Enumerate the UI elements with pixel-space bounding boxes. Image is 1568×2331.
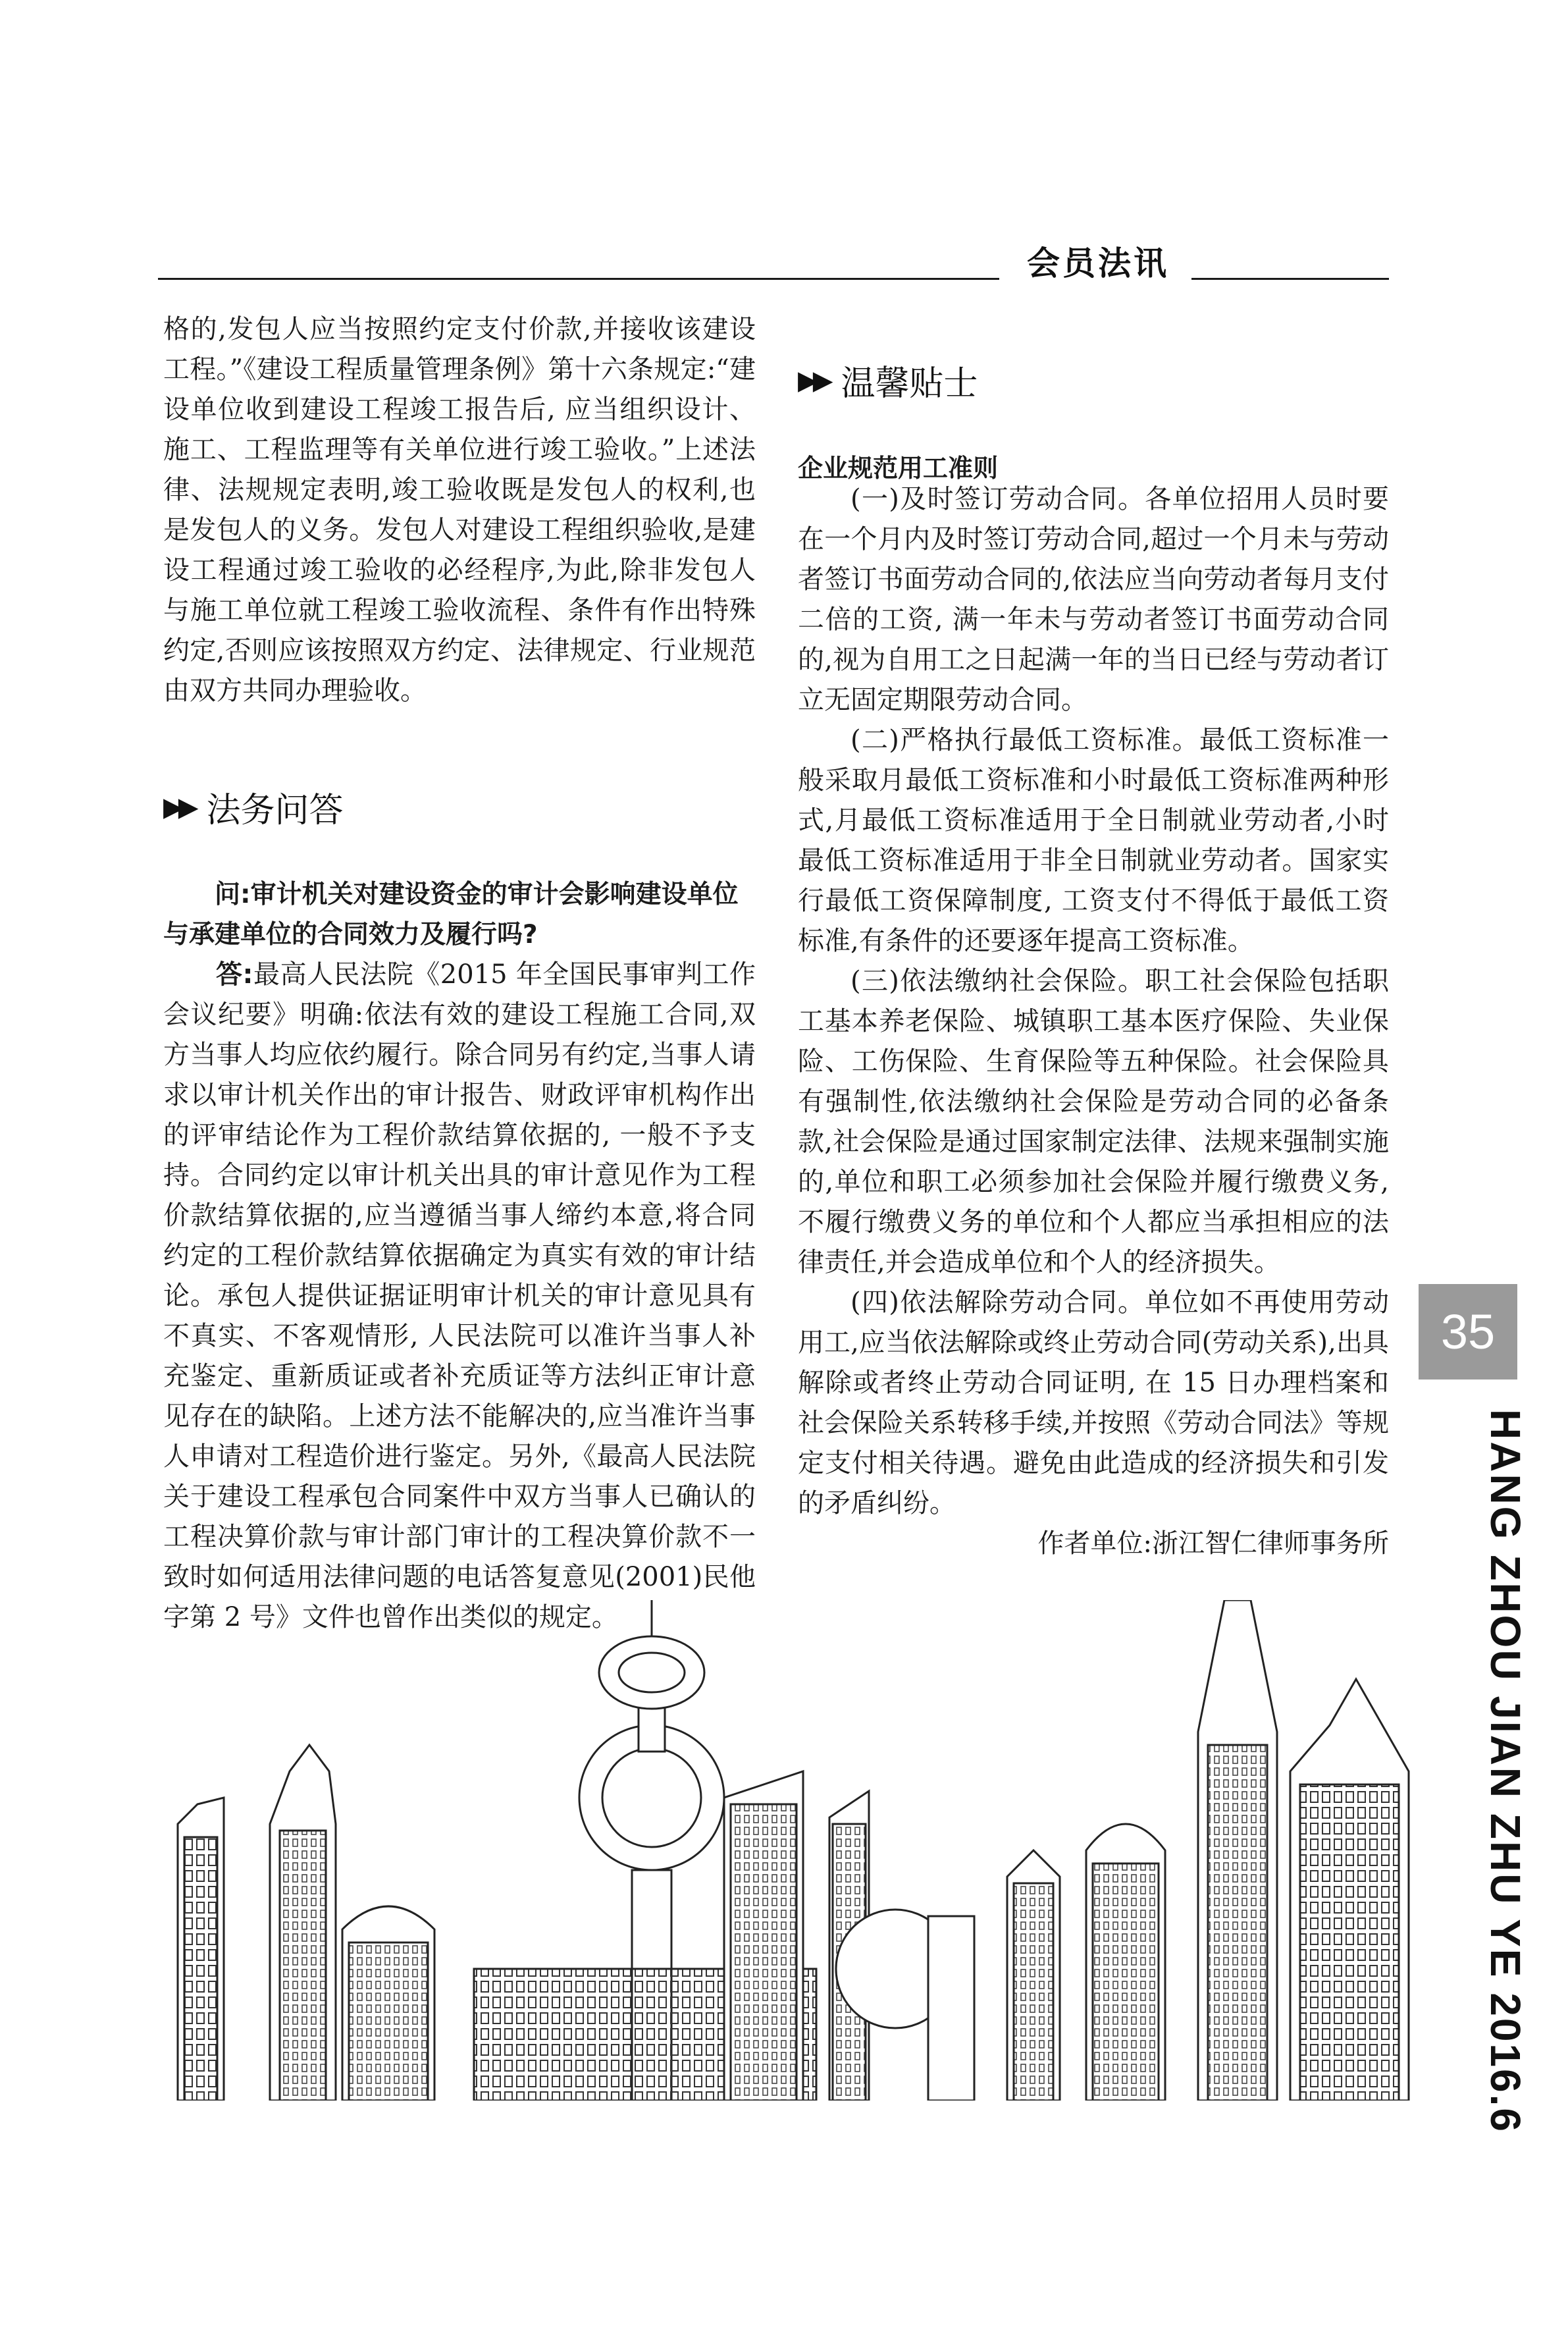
rule-paragraph-3: (三)依法缴纳社会保险。职工社会保险包括职工基本养老保险、城镇职工基本医疗保险、失业保险、工伤保险、生育保险等五种保险。社会保险具有强制性,依法缴纳社会保险是劳动合同的必备条款,社会保险是通过国家制定法律、法规来强制实施的,单位和职工必须参加社会保险并履行缴费义务,不履行缴费义务的单位和个人都应当承担相应的法律责任,并会造成单位和个人的经济损失。 [798,966,1389,1277]
header-rule-right [1191,278,1389,280]
play-arrows-icon: ▶▶ [163,791,194,822]
tips-title: 温馨贴士 [841,364,978,404]
legal-qa-heading [163,782,344,832]
legal-qa-title: 法务问答 [206,791,344,830]
question-text: 问:审计机关对建设资金的审计会影响建设单位与承建单位的合同效力及履行吗? [163,880,739,950]
answer-label: 答: [216,959,253,990]
journal-name-vertical: HANG ZHOU JIAN ZHU YE 2016.6 [1482,1409,1529,2133]
rules-title: 企业规范用工准则 [798,454,999,483]
play-arrows-icon: ▶▶ [798,365,828,396]
section-header-title: 会员法讯 [1027,244,1169,282]
answer-text: 最高人民法院《2015 年全国民事审判工作会议纪要》明确:依法有效的建设工程施工合同,双方当事人均应依约履行。除合同另有约定,当事人请求以审计机关作出的审计报告、财政评审机构作出的评审结论作为工程价款结算依据的, 一般不予支持。合同约定以审计机关出具的审计意见作为工程价款结算依据的,应当遵循当事人缔约本意,将合同约定的工程价款结算依据确定为真实有效的审计结论。承包人提供证据证明审计机关的审计意见具有不真实、不客观情形, 人民法院可以准许当事人补充鉴定、重新质证或者补充质证等方法纠正审计意见存在的缺陷。上述方法不能解决的,应当准许当事人申请对工程造价进行鉴定。另外,《最高人民法院关于建设工程承包合同案件中双方当事人已确认的工程决算价款与审计部门审计的工程决算价款不一致时如何适用法律问题的电话答复意见(2001)民他字第 2 号》文件也曾作出类似的规定。 [163,959,756,1632]
intro-paragraph: 格的,发包人应当按照约定支付价款,并接收该建设工程。”《建设工程质量管理条例》第十六条规定:“建设单位收到建设工程竣工报告后, 应当组织设计、施工、工程监理等有关单位进行竣工验收。”上述法律、法规规定表明,竣工验收既是发包人的权利,也是发包人的义务。发包人对建设工程组织验收,是建设工程通过竣工验收的必经程序,为此,除非发包人与施工单位就工程竣工验收流程、条件有作出特殊约定,否则应该按照双方约定、法律规定、行业规范由双方共同办理验收。 [163,314,756,706]
city-skyline-illustration [171,1600,1422,2101]
author-affiliation: 作者单位:浙江智仁律师事务所 [1037,1528,1389,1559]
header-rule-left [158,278,999,280]
left-column-intro [163,309,756,711]
rule-paragraph-2: (二)严格执行最低工资标准。最低工资标准一般采取月最低工资标准和小时最低工资标准两种形式,月最低工资标准适用于全日制就业劳动者,小时最低工资标准适用于非全日制就业劳动者。国家实行最低工资保障制度, 工资支付不得低于最低工资标准,有条件的还要逐年提高工资标准。 [798,725,1389,956]
rule-paragraph-1: (一)及时签订劳动合同。各单位招用人员时要在一个月内及时签订劳动合同,超过一个月未与劳动者签订书面劳动合同的,依法应当向劳动者每月支付二倍的工资, 满一年未与劳动者签订书面劳动合同的,视为自用工之日起满一年的当日已经与劳动者订立无固定期限劳动合同。 [798,484,1389,715]
tips-heading [798,356,978,405]
answer-paragraph [163,955,756,1638]
right-column-rules [798,479,1389,1564]
page-number-tab: 35 [1419,1284,1517,1380]
rule-paragraph-4: (四)依法解除劳动合同。单位如不再使用劳动用工,应当依法解除或终止劳动合同(劳动关系),出具解除或者终止劳动合同证明, 在 15 日办理档案和社会保险关系转移手续,并按照《劳动合同法》等规定支付相关待遇。避免由此造成的经济损失和引发的矛盾纠纷。 [798,1287,1389,1518]
